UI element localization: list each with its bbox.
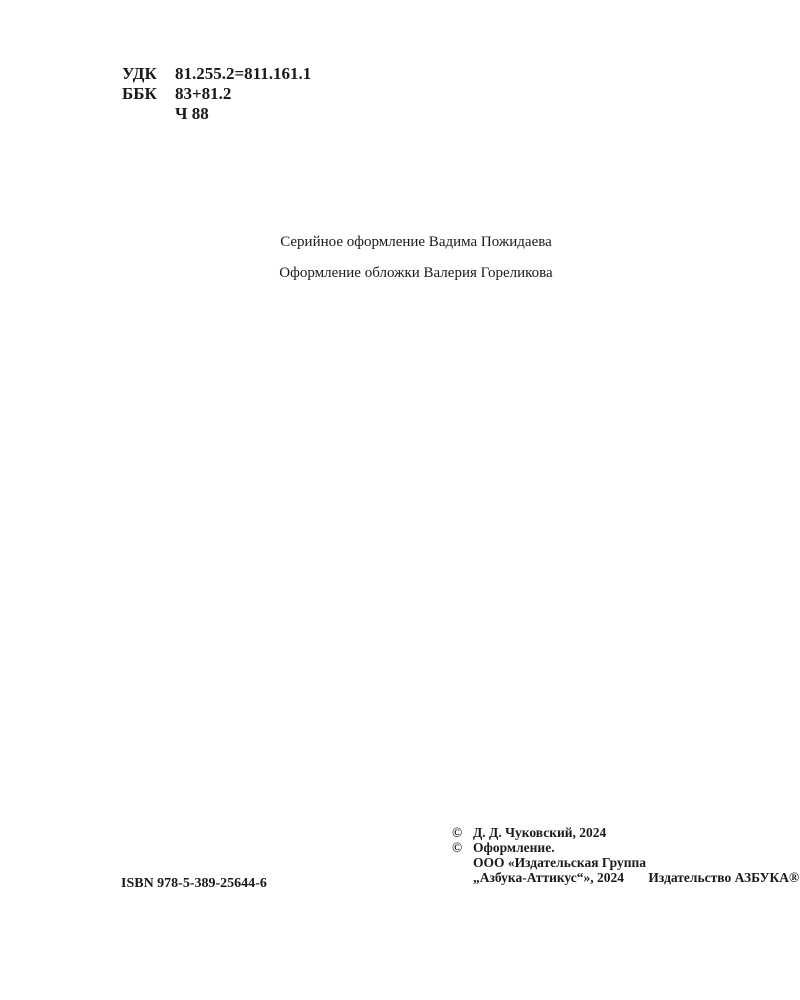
copyright-publisher-line-3: Издательство АЗБУКА® [648,870,800,885]
copyright-sign: © [452,840,463,855]
copyright-publisher-line-1: ООО «Издательская Группа [473,855,646,870]
bbk-label: ББК [122,84,157,103]
copyright-publisher-line-2: „Азбука-Аттикус“», 2024 [473,870,625,885]
copyright-design-row [452,840,800,855]
isbn-number: ISBN 978-5-389-25644-6 [121,876,267,891]
bbk-row [122,84,311,104]
udk-label: УДК [122,64,157,83]
copyright-author: Д. Д. Чуковский, 2024 [473,825,607,840]
copyright-block [452,825,800,885]
classification-block [122,64,311,124]
series-design-credit: Серийное оформление Вадима Пожидаева [280,234,552,250]
udk-value: 81.255.2=811.161.1 [175,64,312,83]
cover-design-credit: Оформление обложки Валерия Гореликова [279,265,553,281]
author-mark: Ч 88 [175,104,209,123]
copyright-design: Оформление. [473,840,555,855]
copyright-sign: © [452,825,463,840]
bbk-value: 83+81.2 [175,84,232,103]
copyright-author-row [452,825,800,840]
udk-row [122,64,311,84]
author-mark-row [122,104,311,124]
